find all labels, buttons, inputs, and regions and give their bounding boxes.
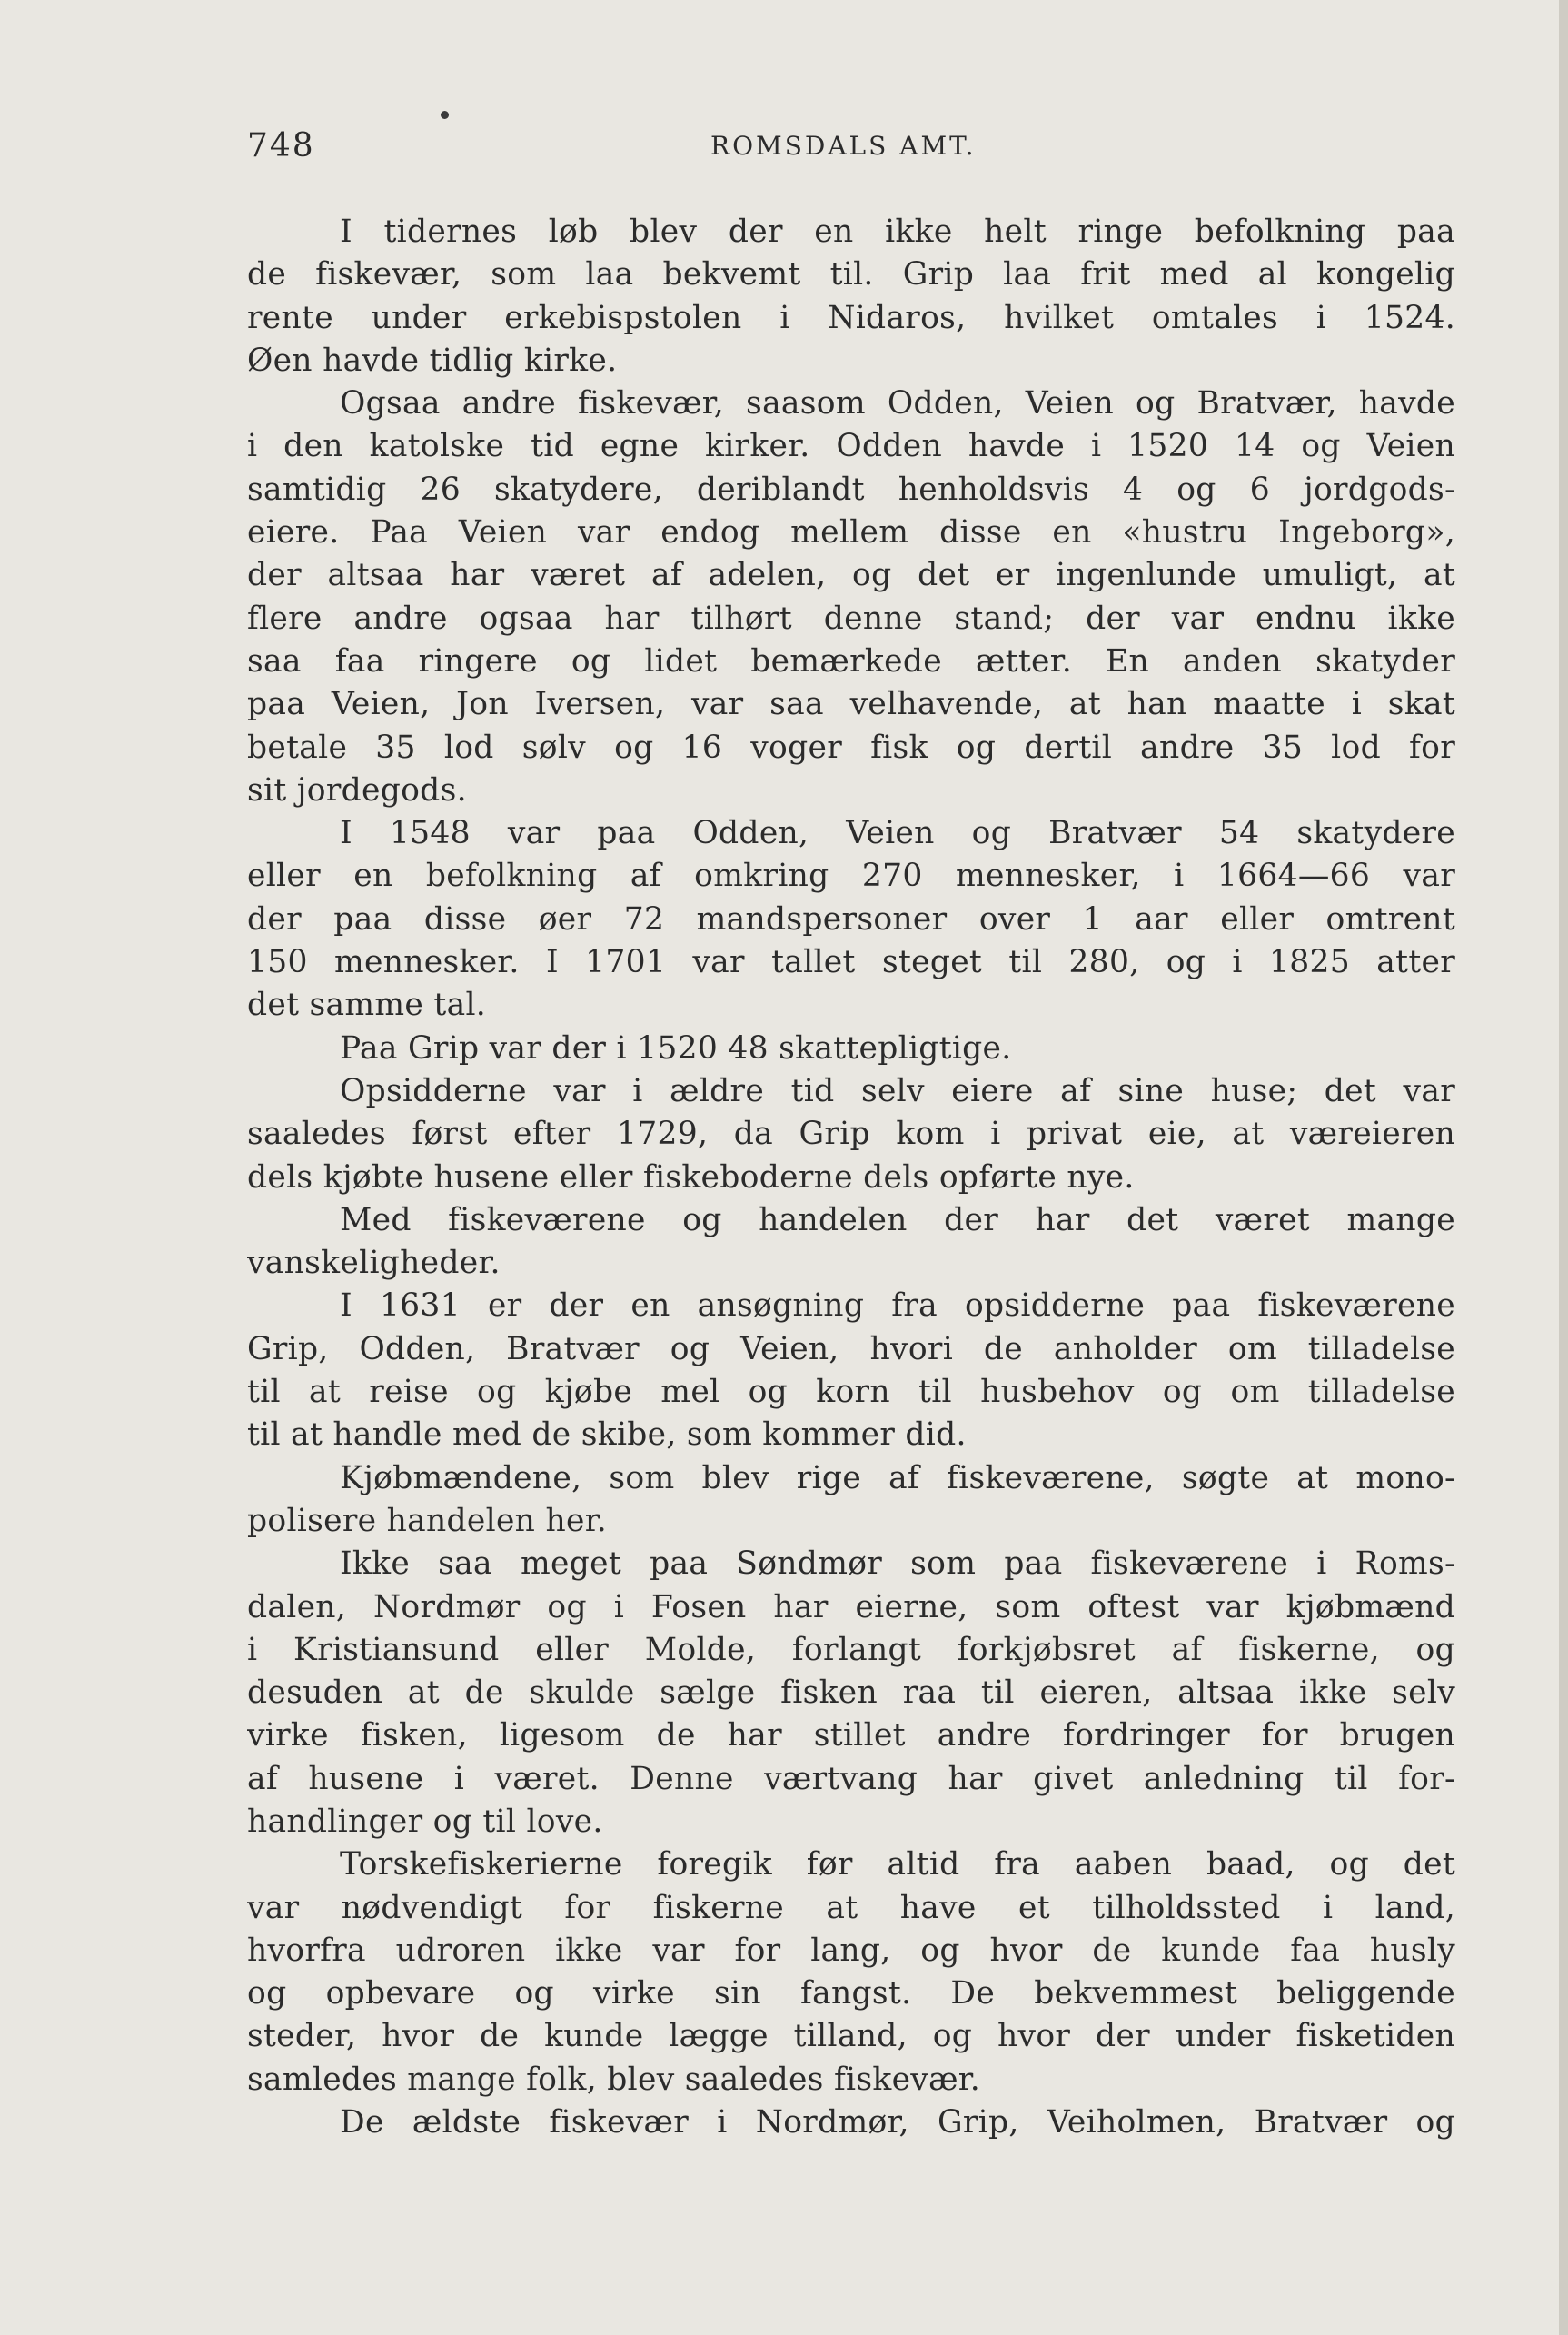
text-line: Med fiskeværene og handelen der har det været mange (340, 1201, 1455, 1238)
text-line: Torskefiskerierne foregik før altid fra aaben baad, og det (340, 1846, 1455, 1883)
text-line: til at reise og kjøbe mel og korn til husbehov og om tilladelse (247, 1374, 1455, 1411)
text-line: steder, hvor de kunde lægge tilland, og hvor der under fisketiden (247, 2018, 1455, 2055)
text-line: dalen, Nordmør og i Fosen har eierne, som oftest var kjøbmænd (247, 1588, 1455, 1625)
text-line: I 1631 er der en ansøgning fra opsidderne paa fiskeværene (340, 1287, 1455, 1325)
text-line: I 1548 var paa Odden, Veien og Bratvær 54 skatydere (340, 815, 1455, 852)
text-line: eiere. Paa Veien var endog mellem disse en «hustru Ingeborg», (247, 514, 1455, 551)
text-line: polisere handelen her. (247, 1502, 607, 1539)
text-line: saa faa ringere og lidet bemærkede ætter. En anden skatyder (247, 642, 1455, 680)
body-text (247, 211, 1455, 2144)
text-line: 150 mennesker. I 1701 var tallet steget til 280, og i 1825 atter (247, 944, 1455, 981)
text-line: i den katolske tid egne kirker. Odden havde i 1520 14 og Veien (247, 428, 1455, 465)
text-line: af husene i været. Denne værtvang har givet anledning til for- (247, 1760, 1455, 1797)
print-speck (441, 111, 449, 119)
page-number: 748 (247, 127, 315, 164)
text-line: i Kristiansund eller Molde, forlangt forkjøbsret af fiskerne, og (247, 1631, 1455, 1668)
text-line: til at handle med de skibe, som kommer did. (247, 1416, 967, 1454)
text-line: samtidig 26 skatydere, deriblandt henholdsvis 4 og 6 jordgods- (247, 471, 1455, 508)
text-line: der altsaa har været af adelen, og det er ingenlunde umuligt, at (247, 557, 1455, 594)
running-head: ROMSDALS AMT. (710, 131, 977, 161)
text-line: Opsidderne var i ældre tid selv eiere af sine huse; det var (340, 1072, 1455, 1109)
text-line: de fiskevær, som laa bekvemt til. Grip laa frit med al kongelig (247, 256, 1455, 293)
text-line: samledes mange folk, blev saaledes fiskevær. (247, 2061, 981, 2098)
text-line: virke fisken, ligesom de har stillet andre fordringer for brugen (247, 1717, 1455, 1754)
text-line: I tidernes løb blev der en ikke helt ringe befolkning paa (340, 214, 1455, 250)
text-line: Ogsaa andre fiskevær, saasom Odden, Veien og Bratvær, havde (340, 385, 1455, 422)
text-line: saaledes først efter 1729, da Grip kom i privat eie, at væreieren (247, 1116, 1455, 1153)
text-line: Øen havde tidlig kirke. (247, 342, 618, 379)
text-line: betale 35 lod sølv og 16 voger fisk og dertil andre 35 lod for (247, 729, 1455, 766)
text-line: hvorfra udroren ikke var for lang, og hvor de kunde faa husly (247, 1932, 1455, 1969)
text-line: det samme tal. (247, 987, 487, 1024)
text-line: var nødvendigt for fiskerne at have et tilholdssted i land, (247, 1889, 1455, 1926)
text-line: Grip, Odden, Bratvær og Veien, hvori de anholder om tilladelse (247, 1330, 1455, 1367)
text-line: handlinger og til love. (247, 1803, 603, 1840)
text-line: dels kjøbte husene eller fiskeboderne dels opførte nye. (247, 1158, 1135, 1196)
text-line: Paa Grip var der i 1520 48 skattepligtige. (340, 1029, 1012, 1067)
page-edge (1559, 0, 1568, 2335)
text-line: der paa disse øer 72 mandspersoner over 1 aar eller omtrent (247, 900, 1455, 938)
text-line: flere andre ogsaa har tilhørt denne stand; der var endnu ikke (247, 600, 1455, 637)
text-line: rente under erkebispstolen i Nidaros, hvilket omtales i 1524. (247, 299, 1455, 336)
text-line: Kjøbmændene, som blev rige af fiskeværene, søgte at mono- (340, 1459, 1455, 1496)
text-line: vanskeligheder. (247, 1245, 501, 1282)
text-line: De ældste fiskevær i Nordmør, Grip, Veiholmen, Bratvær og (340, 2104, 1455, 2141)
text-line: desuden at de skulde sælge fisken raa til eieren, altsaa ikke selv (247, 1674, 1455, 1712)
text-line: sit jordegods. (247, 771, 467, 809)
text-line: og opbevare og virke sin fangst. De bekvemmest beliggende (247, 1975, 1455, 2012)
text-line: eller en befolkning af omkring 270 mennesker, i 1664—66 var (247, 858, 1455, 895)
page-header (247, 127, 1455, 173)
text-line: Ikke saa meget paa Søndmør som paa fiskeværene i Roms- (340, 1545, 1455, 1583)
text-line: paa Veien, Jon Iversen, var saa velhavende, at han maatte i skat (247, 686, 1455, 723)
